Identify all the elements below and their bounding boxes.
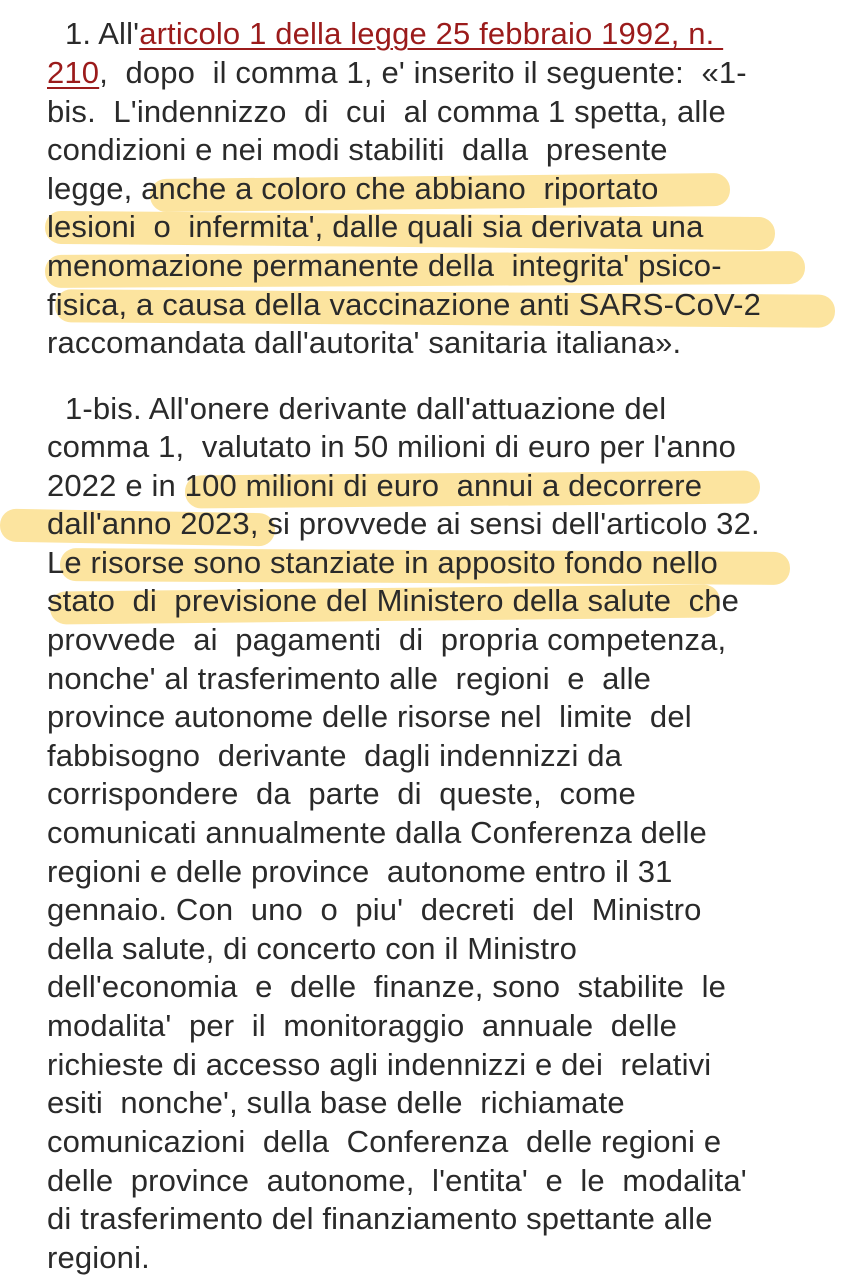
text-line xyxy=(47,207,703,246)
text-line xyxy=(47,890,701,929)
highlighted-text: fisica, a causa della vaccinazione anti SARS-CoV-2 xyxy=(47,287,761,322)
text-segment: della salute, di concerto con il Ministro xyxy=(47,931,577,966)
text-segment: comunicati annualmente dalla Conferenza delle xyxy=(47,815,707,850)
text-line xyxy=(47,1199,713,1238)
text-segment: province autonome delle risorse nel limite del xyxy=(47,699,692,734)
text-segment: legge, a xyxy=(47,171,159,206)
text-line xyxy=(47,246,722,285)
text-segment: regioni e delle province autonome entro il 31 xyxy=(47,854,673,889)
highlighted-text: lesioni o infermita', dalle quali sia derivata una xyxy=(47,209,704,244)
text-segment: , dopo il comma 1, e' inserito il seguente: «1- xyxy=(99,55,747,90)
text-segment: di trasferimento del finanziamento spettante alle xyxy=(47,1201,713,1236)
highlighted-text: menomazione permanente della integrita' psico- xyxy=(47,248,722,283)
highlighted-text: stato di previsione del Ministero della salut xyxy=(47,583,654,618)
text-segment: e che xyxy=(653,583,740,618)
text-segment: comunicazioni della Conferenza delle regioni e xyxy=(47,1124,722,1159)
text-segment: condizioni e nei modi stabiliti dalla presente xyxy=(47,132,668,167)
text-segment: 1. All' xyxy=(65,16,140,51)
text-line xyxy=(47,1083,625,1122)
text-segment: bis. L'indennizzo di cui al comma 1 spetta, alle xyxy=(47,94,726,129)
text-segment: provvede ai pagamenti di propria competenza, xyxy=(47,622,727,657)
text-segment: 2022 e in xyxy=(47,468,185,503)
text-line xyxy=(47,1238,150,1277)
text-line xyxy=(47,659,651,698)
text-line xyxy=(47,1045,711,1084)
text-segment: modalita' per il monitoraggio annuale delle xyxy=(47,1008,678,1043)
text-line xyxy=(47,697,692,736)
text-line xyxy=(47,92,726,131)
text-line xyxy=(47,1006,677,1045)
text-line xyxy=(47,929,577,968)
text-line xyxy=(47,130,668,169)
text-line xyxy=(47,736,622,775)
text-segment: richieste di accesso agli indennizzi e dei relativi xyxy=(47,1047,712,1082)
text-line xyxy=(47,774,636,813)
text-line xyxy=(47,543,718,582)
law-reference-link[interactable]: 210 xyxy=(47,55,100,90)
text-line xyxy=(47,466,702,505)
text-line xyxy=(65,14,723,53)
text-segment: gennaio. Con uno o piu' decreti del Ministro xyxy=(47,892,702,927)
highlighted-text: e risorse sono stanziate in apposito fondo nello xyxy=(64,545,718,580)
text-segment: fabbisogno derivante dagli indennizzi da xyxy=(47,738,623,773)
text-segment: comma 1, valutato in 50 milioni di euro per l'anno xyxy=(47,429,737,464)
text-line xyxy=(47,852,673,891)
text-line xyxy=(47,620,726,659)
text-segment: delle province autonome, l'entita' e le modalita' xyxy=(47,1163,747,1198)
text-line xyxy=(47,323,681,362)
law-reference-link[interactable]: articolo 1 della legge 25 febbraio 1992, n. xyxy=(139,16,724,51)
text-line xyxy=(47,427,736,466)
highlighted-text: 100 milioni di euro annui a decorrere xyxy=(184,468,703,503)
text-line xyxy=(47,1122,721,1161)
text-segment: dell'economia e delle finanze, sono stabilite le xyxy=(47,969,727,1004)
highlighted-text: nche a coloro che abbiano riportato xyxy=(158,171,659,206)
text-segment: si provvede ai sensi dell'articolo 32. xyxy=(258,506,760,541)
text-line xyxy=(47,285,761,324)
text-line xyxy=(47,504,760,543)
text-line xyxy=(65,389,666,428)
text-segment: 1-bis. All'onere derivante dall'attuazione del xyxy=(65,391,667,426)
text-line xyxy=(47,813,707,852)
text-segment: raccomandata dall'autorita' sanitaria italiana». xyxy=(47,325,682,360)
text-line xyxy=(47,1161,747,1200)
text-segment: L xyxy=(47,545,65,580)
highlighted-text: dall'anno 2023, xyxy=(47,506,259,541)
text-segment: regioni. xyxy=(47,1240,150,1275)
text-line xyxy=(47,967,726,1006)
text-line xyxy=(47,169,659,208)
text-line xyxy=(47,53,747,92)
text-segment: corrispondere da parte di queste, come xyxy=(47,776,636,811)
text-segment: nonche' al trasferimento alle regioni e alle xyxy=(47,661,652,696)
text-segment: esiti nonche', sulla base delle richiamate xyxy=(47,1085,625,1120)
text-line xyxy=(47,581,739,620)
